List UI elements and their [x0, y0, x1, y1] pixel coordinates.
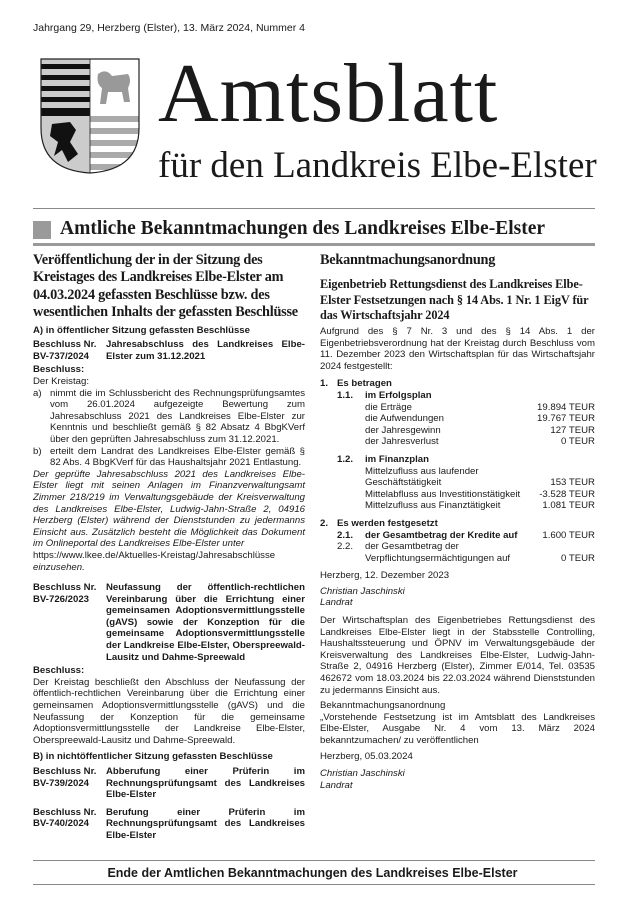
table-row — [365, 477, 595, 489]
row-value: -3.528 TEUR — [539, 488, 595, 500]
table-row — [365, 436, 595, 448]
resolution-text: Der Kreistag beschließt den Abschluss der Neufassung der öffentlich-rechtlichen Vereinbarung über die Errichtung einer gemeinsamen Adoptionsvermittlungsstelle (gAVS) und die Neufassung der Konzeption für die gemeinsame Adoptionsvermittlungsstelle der Landkreise Elbe-Elster, Oberspreewald-Lausitz und Dahme-Spreewald. — [33, 676, 305, 746]
value: 0 TEUR — [561, 552, 595, 564]
publication-subtitle: für den Landkreis Elbe-Elster — [158, 145, 597, 186]
table-row — [365, 413, 595, 425]
coat-of-arms-icon — [40, 58, 140, 174]
section-label: der Gesamtbetrag der Kredite auf — [365, 529, 518, 541]
article-headline: Veröffentlichung der in der Sitzung des Kreistages des Landkreises Elbe-Elster am 04.03.2024 gefassten Beschlüsse bzw. des wesentlichen Inhalts der gefassten Beschlüsse — [33, 252, 298, 321]
note-end: einzusehen. — [33, 561, 85, 573]
part-b-heading: B) in nichtöffentlicher Sitzung gefassten Beschlüsse — [33, 751, 273, 763]
divider — [33, 243, 595, 246]
section-square-icon — [33, 221, 51, 239]
place-date: Herzberg, 05.03.2024 — [320, 750, 413, 762]
kreistag-label: Der Kreistag: — [33, 376, 89, 387]
resolution-title: Berufung einer Prüferin im Rechnungsprüfungsamt des Landkreises Elbe-Elster — [106, 806, 305, 841]
resolution-label: Beschluss Nr. — [33, 806, 97, 818]
section-label: Es betragen — [337, 378, 392, 390]
resolution-2 — [33, 582, 305, 663]
section-label: im Erfolgsplan — [365, 389, 432, 401]
row-label: die Aufwendungen — [365, 413, 444, 425]
section-label: Verpflichtungsermächtigungen auf — [365, 552, 511, 564]
publication-title: Amtsblatt — [158, 47, 499, 140]
row-label: der Jahresverlust — [365, 436, 439, 448]
document-link[interactable]: https://www.lkee.de/Aktuelles-Kreistag/Jahresabschlüsse — [33, 549, 276, 561]
row-label: Mittelzufluss aus Finanztätigkeit — [365, 500, 501, 512]
section-number: 1.2. — [337, 453, 354, 465]
list-text: nimmt die im Schlussbericht des Rechnungsprüfungsamtes vom 26.01.2024 aufgezeigte Bewertung zum Jahresabschluss 2021 des Landkreises Elbe-Elster zur Kenntnis und beschließt gemäß § 82 Absatz 4 BbgKVerf über den geprüften Jahresabschluss zum 31.12.2021. — [50, 387, 305, 445]
signature-name: Christian Jaschinski — [320, 585, 405, 597]
resolution-number: BV-740/2024 — [33, 818, 90, 830]
resolution-1 — [33, 339, 305, 362]
section-number: 2. — [320, 517, 329, 529]
table-row — [365, 500, 595, 512]
row-value: 19.767 TEUR — [537, 413, 595, 425]
row-value: 19.894 TEUR — [537, 401, 595, 413]
resolution-4 — [33, 807, 305, 842]
resolution-number: BV-726/2023 — [33, 593, 90, 605]
resolution-title: Neufassung der öffentlich-rechtlichen Vereinbarung über die Errichtung einer gemeinsamen Adoptionsvermittlungsstelle (gAVS) sowie der Konzeption für die gemeinsame Adoptionsvermittlungsstelle der Landkreise Elbe-Elster, Oberspreewald-Lausitz und Dahme-Spreewald — [106, 582, 305, 663]
row-value: 0 TEUR — [561, 436, 595, 448]
section-number: 1.1. — [337, 389, 354, 401]
anordnung-text: „Vorstehende Festsetzung ist im Amtsblatt des Landkreises Elbe-Elster, Ausgabe Nr. 4 vom 13. März 2024 bekanntzumachen/ zu veröffentlichen — [320, 711, 595, 747]
list-marker: a) — [33, 387, 42, 399]
resolution-number: BV-739/2024 — [33, 777, 90, 789]
table-row — [365, 425, 595, 437]
divider — [33, 860, 595, 861]
left-column — [33, 252, 305, 844]
beschluss-label: Beschluss: — [33, 665, 85, 677]
part-a-heading: A) in öffentlicher Sitzung gefassten Beschlüsse — [33, 324, 250, 336]
finanzplan-table — [337, 477, 595, 512]
list-text: erteilt dem Landrat des Landkreises Elbe-Elster gemäß § 82 Abs. 4 BbgKVerf für das Haushaltsjahr 2021 Entlastung. — [50, 445, 305, 469]
erfolgsplan-table — [337, 402, 595, 448]
article-headline: Bekanntmachungsanordnung — [320, 252, 496, 268]
divider — [33, 208, 595, 209]
list-marker: b) — [33, 445, 42, 457]
section-label: Es werden festgesetzt — [337, 517, 438, 529]
row-label: der Jahresgewinn — [365, 424, 441, 436]
beschluss-label: Beschluss: — [33, 364, 85, 376]
section-number: 1. — [320, 378, 329, 390]
resolution-title: Jahresabschluss des Landkreises Elbe-Elster zum 31.12.2021 — [106, 339, 305, 362]
section-number: 2.2. — [337, 541, 354, 553]
section-title: Amtliche Bekanntmachungen des Landkreises Elbe-Elster — [60, 218, 546, 239]
row-value: 153 TEUR — [550, 477, 595, 489]
section-label: der Gesamtbetrag der — [365, 541, 459, 553]
resolution-label: Beschluss Nr. — [33, 766, 97, 777]
plan-availability-text: Der Wirtschaftsplan des Eigenbetriebes Rettungsdienst des Landkreises Elbe-Elster liegt in der Stabsstelle Controlling, Haushaltssteuerung und ÖPNV im Verwaltungsgebäude der Kreisverwaltung des Landkreises Elbe-Elster, Ludwig-Jahn-Straße 2, 04916 Herzberg (Elster), Zimmer E/014, Tel. 03535 462672 vom 18.03.2024 bis 22.03.2024 während Dienststunden zu jedermanns Einsicht aus. — [320, 615, 595, 696]
table-row — [365, 402, 595, 414]
row-label: die Erträge — [365, 401, 412, 413]
resolution-label: Beschluss Nr. — [33, 582, 97, 594]
section-label: im Finanzplan — [365, 453, 429, 465]
signature-role: Landrat — [320, 779, 353, 791]
note-text: Der geprüfte Jahresabschluss 2021 des Landkreises Elbe-Elster liegt mit seinen Anlagen im Finanzverwaltungsamt Zimmer 218/219 im Verwaltungsgebäude der Kreisverwaltung des Landkreises Elbe-Elster, Ludwig-Jahn-Straße 2, 04916 Herzberg (Elster) während der Dienststunden zu jedermanns Einsicht aus. Zusätzlich besteht die Möglichkeit das Dokument im Onlineportal des Landkreises Elbe-Elster unter — [33, 468, 305, 550]
list-item — [33, 446, 305, 469]
intro-text: Aufgrund des § 7 Nr. 3 und des § 14 Abs. 1 der Eigenbetriebsverordnung hat der Kreistag durch Beschluss vom 11. Dezember 2023 den Wirtschaftsplan für das Wirtschaftsjahr 2024 festgestellt: — [320, 326, 595, 372]
row-label: Mittelabfluss aus Investitionstätigkeit — [365, 488, 521, 500]
resolution-3 — [33, 766, 305, 801]
right-column — [320, 252, 595, 791]
row-value: 127 TEUR — [550, 424, 595, 436]
signature-name: Christian Jaschinski — [320, 768, 405, 780]
place-date: Herzberg, 12. Dezember 2023 — [320, 570, 450, 582]
divider — [33, 884, 595, 885]
signature-role: Landrat — [320, 597, 353, 609]
section-number: 2.1. — [337, 529, 354, 541]
finanz-line: Mittelzufluss aus laufender — [365, 465, 479, 477]
row-label: Geschäftstätigkeit — [365, 477, 442, 489]
footer-text: Ende der Amtlichen Bekanntmachungen des Landkreises Elbe-Elster — [107, 866, 518, 880]
issue-line: Jahrgang 29, Herzberg (Elster), 13. März 2024, Nummer 4 — [33, 22, 305, 34]
list-item — [33, 388, 305, 446]
row-value: 1.081 TEUR — [542, 500, 595, 512]
value: 1.600 TEUR — [542, 529, 595, 541]
resolution-number: BV-737/2024 — [33, 350, 90, 362]
anordnung-label: Bekanntmachungsanordnung — [320, 700, 446, 712]
resolution-label: Beschluss Nr. — [33, 339, 97, 351]
table-row — [365, 489, 595, 501]
resolution-title: Abberufung einer Prüferin im Rechnungsprüfungsamt des Landkreises Elbe-Elster — [106, 766, 305, 801]
article-subheadline: Eigenbetrieb Rettungsdienst des Landkreises Elbe-Elster Festsetzungen nach § 14 Abs. 1 Nr. 1 EigV für das Wirtschaftsjahr 2024 — [320, 277, 589, 322]
